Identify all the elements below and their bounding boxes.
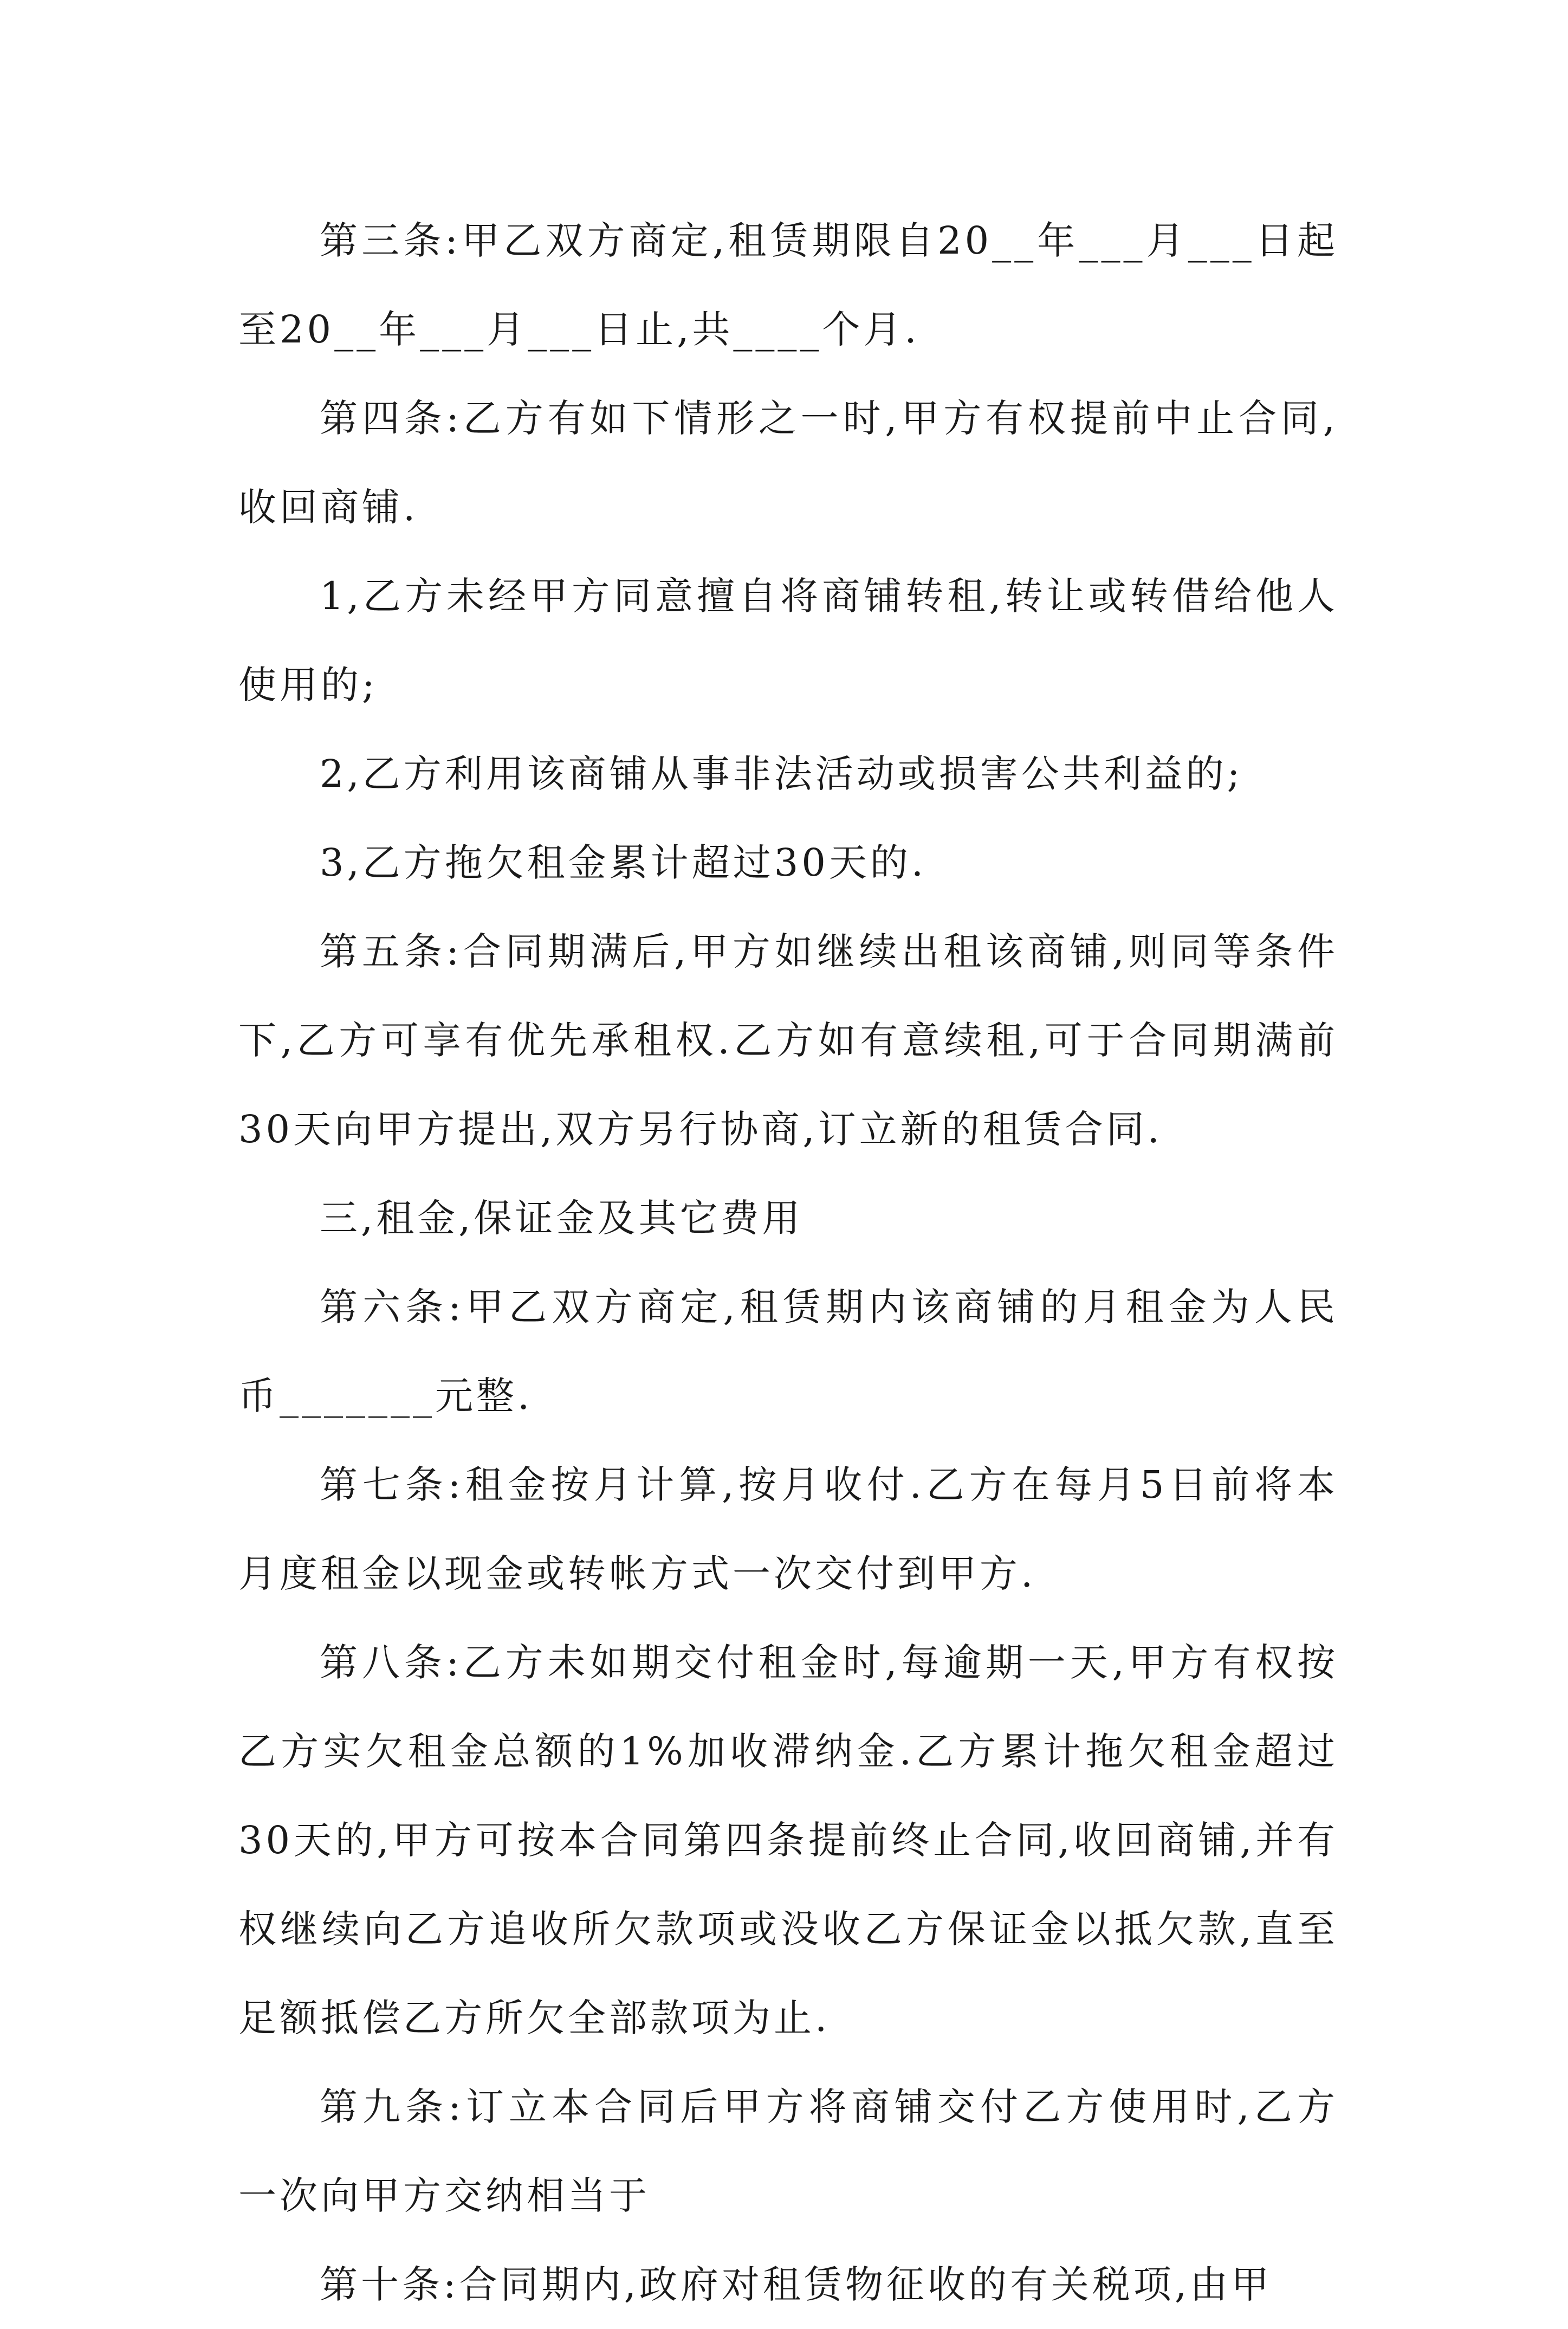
section-heading-rent: 三,租金,保证金及其它费用 — [320, 1196, 804, 1240]
paragraph-item-3: 3,乙方拖欠租金累计超过30天的. — [320, 840, 927, 885]
paragraph-item-2: 2,乙方利用该商铺从事非法活动或损害公共利益的; — [320, 752, 1243, 796]
paragraph-article-8: 第八条:乙方未如期交付租金时,每逾期一天,甲方有权按乙方实欠租金总额的1%加收滞纳金.乙方累计拖欠租金超过30天的,甲方可按本合同第四条提前终止合同,收回商铺,并有权继续向乙方追收所欠款项或没收乙方保证金以抵欠款,直至足额抵偿乙方所欠全部款项为止. — [238, 1640, 1338, 2040]
paragraph-article-10: 第十条:合同期内,政府对租赁物征收的有关税项,由甲 — [320, 2262, 1273, 2307]
paragraph-article-7: 第七条:租金按月计算,按月收付.乙方在每月5日前将本月度租金以现金或转帐方式一次交付到甲方. — [238, 1463, 1338, 1596]
paragraph-article-6: 第六条:甲乙双方商定,租赁期内该商铺的月租金为人民币_______元整. — [238, 1285, 1338, 1418]
paragraph-article-3: 第三条:甲乙双方商定,租赁期限自20__年___月___日起至20__年___月___日止,共____个月. — [238, 218, 1338, 352]
document-body — [238, 196, 1338, 2329]
paragraph-item-1: 1,乙方未经甲方同意擅自将商铺转租,转让或转借给他人使用的; — [238, 574, 1338, 707]
paragraph-article-4: 第四条:乙方有如下情形之一时,甲方有权提前中止合同,收回商铺. — [238, 396, 1338, 529]
paragraph-article-9: 第九条:订立本合同后甲方将商铺交付乙方使用时,乙方一次向甲方交纳相当于 — [238, 2085, 1338, 2218]
paragraph-article-5: 第五条:合同期满后,甲方如继续出租该商铺,则同等条件下,乙方可享有优先承租权.乙方如有意续租,可于合同期满前30天向甲方提出,双方另行协商,订立新的租赁合同. — [238, 929, 1338, 1151]
